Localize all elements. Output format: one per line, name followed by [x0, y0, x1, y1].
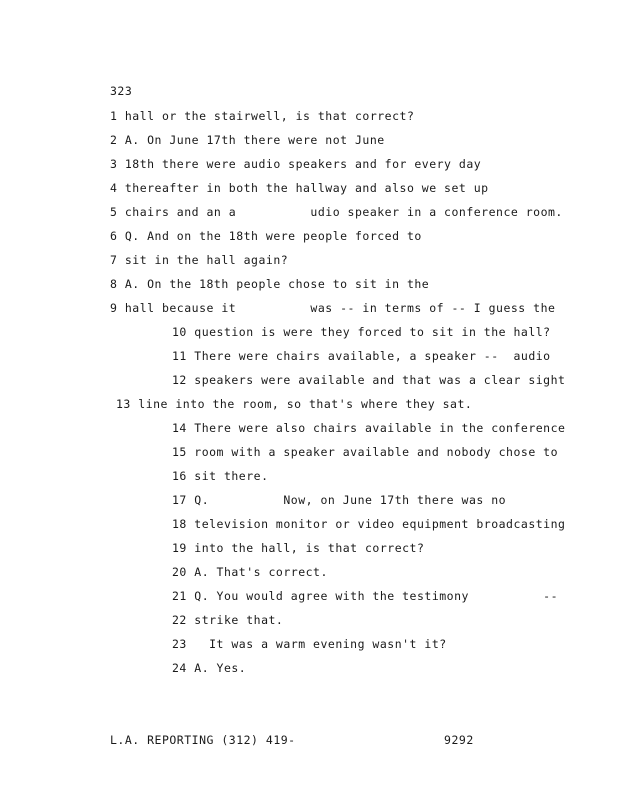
transcript-line-23: 23 It was a warm evening wasn't it? [172, 637, 447, 651]
transcript-line-3: 3 18th there were audio speakers and for every day [110, 157, 482, 171]
footer-reporter: L.A. REPORTING (312) 419- 9292 [110, 733, 474, 747]
transcript-line-2: 2 A. On June 17th there were not June [110, 133, 385, 147]
transcript-line-12: 12 speakers were available and that was a clear sight [172, 373, 566, 387]
transcript-line-14: 14 There were also chairs available in the conference [172, 421, 566, 435]
transcript-line-4: 4 thereafter in both the hallway and also we set up [110, 181, 489, 195]
transcript-line-9: 9 hall because it was -- in terms of -- I guess the [110, 301, 556, 315]
transcript-line-22: 22 strike that. [172, 613, 284, 627]
transcript-line-21: 21 Q. You would agree with the testimony -- [172, 589, 559, 603]
transcript-line-5: 5 chairs and an a udio speaker in a conference room. [110, 205, 563, 219]
transcript-line-24: 24 A. Yes. [172, 661, 247, 675]
transcript-line-13: 13 line into the room, so that's where they sat. [116, 397, 473, 411]
transcript-line-17: 17 Q. Now, on June 17th there was no [172, 493, 507, 507]
transcript-line-6: 6 Q. And on the 18th were people forced to [110, 229, 422, 243]
transcript-line-10: 10 question is were they forced to sit in the hall? [172, 325, 551, 339]
page-number: 323 [110, 84, 133, 98]
transcript-line-7: 7 sit in the hall again? [110, 253, 289, 267]
transcript-line-8: 8 A. On the 18th people chose to sit in the [110, 277, 430, 291]
transcript-line-18: 18 television monitor or video equipment broadcasting [172, 517, 566, 531]
transcript-line-16: 16 sit there. [172, 469, 269, 483]
transcript-line-20: 20 A. That's correct. [172, 565, 328, 579]
transcript-line-1: 1 hall or the stairwell, is that correct? [110, 109, 415, 123]
transcript-line-11: 11 There were chairs available, a speaker -- audio [172, 349, 551, 363]
transcript-line-15: 15 room with a speaker available and nobody chose to [172, 445, 559, 459]
transcript-line-19: 19 into the hall, is that correct? [172, 541, 425, 555]
